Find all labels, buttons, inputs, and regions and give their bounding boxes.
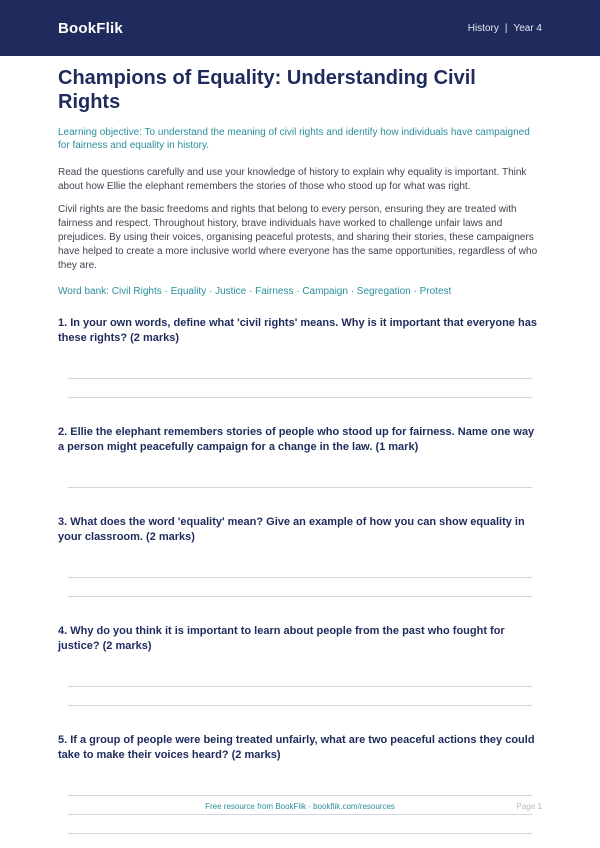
context-paragraph: Civil rights are the basic freedoms and rights that belong to every person, ensuring they are treated with fairness and respect. Throughout history, brave individuals have worked to challenge unfair laws and prejudices. By using their voices, organising peaceful protests, and sharing their stories, these campaigners have helped to create a more inclusive world where everyone has the same opportunities, regardless of who they are. [58,204,538,271]
word-bank: Word bank: Civil Rights · Equality · Justice · Fairness · Campaign · Segregation · Protest [58,286,452,297]
answer-line [68,795,532,796]
question-5: 5. If a group of people were being treated unfairly, what are two peaceful actions they could take to make their voices heard? (2 marks) [58,734,535,761]
answer-area-4[interactable] [58,686,542,706]
learning-objective: Learning objective: To understand the meaning of civil rights and identify how individuals have campaigned for fairness and equality in history. [58,127,530,151]
question-1: 1. In your own words, define what 'civil rights' means. Why is it important that everyone has these rights? (2 marks) [58,317,537,344]
answer-line [68,833,532,834]
answer-line [68,705,532,706]
answer-line [68,686,532,687]
page-footer [0,802,600,816]
subject-year-label [468,23,542,34]
brand-logo-text: BookFlik [58,19,123,37]
intro-paragraph: Read the questions carefully and use your knowledge of history to explain why equality is important. Think about how Ellie the elephant remembers the stories of those who stood up for what was right. [58,167,527,192]
answer-line [68,378,532,379]
header-separator: | [504,22,508,34]
question-4: 4. Why do you think it is important to learn about people from the past who fought for justice? (2 marks) [58,625,505,652]
answer-line [68,577,532,578]
question-2: 2. Ellie the elephant remembers stories of people who stood up for fairness. Name one way a person might peacefully campaign for a change in the law. (1 mark) [58,426,535,453]
answer-area-2[interactable] [58,487,542,488]
footer-resource-link[interactable]: Free resource from BookFlik · bookflik.com/resources [205,802,395,811]
page-header [0,0,600,56]
page-number: Page 1 [516,802,542,811]
answer-area-1[interactable] [58,378,542,398]
answer-line [68,397,532,398]
subject-label: History [467,22,499,34]
worksheet-title: Champions of Equality: Understanding Civil Rights [58,67,476,113]
answer-line [68,596,532,597]
answer-area-3[interactable] [58,577,542,597]
year-label: Year 4 [513,22,542,34]
question-3: 3. What does the word 'equality' mean? Give an example of how you can show equality in your classroom. (2 marks) [58,516,525,543]
answer-line [68,487,532,488]
worksheet-content [0,66,600,834]
